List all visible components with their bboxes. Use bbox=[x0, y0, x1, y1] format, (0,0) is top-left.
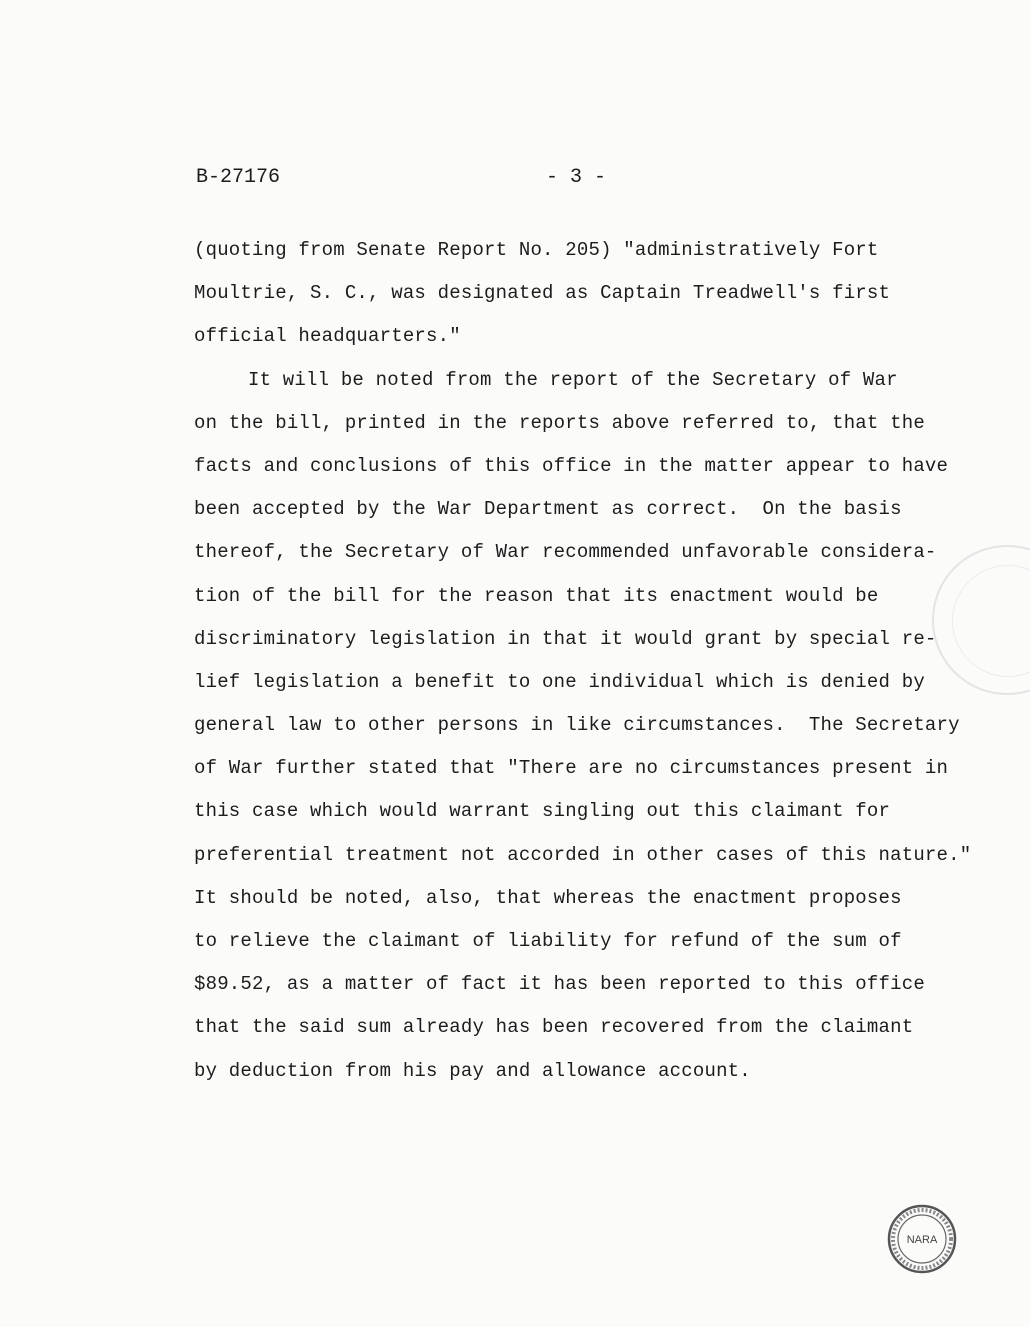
text-line: thereof, the Secretary of War recommended unfavorable considera- bbox=[194, 541, 937, 564]
page-number: - 3 - bbox=[546, 166, 607, 189]
text-line: been accepted by the War Department as correct. On the basis bbox=[194, 498, 902, 521]
text-line: official headquarters." bbox=[194, 325, 461, 348]
text-line: lief legislation a benefit to one individual which is denied by bbox=[194, 670, 925, 693]
text-line: of War further stated that "There are no circumstances present in bbox=[194, 757, 949, 780]
file-number: B-27176 bbox=[196, 166, 281, 189]
seal-label: NARA bbox=[906, 1234, 938, 1246]
library-stamp-icon bbox=[932, 545, 1030, 695]
archives-seal-icon bbox=[886, 1203, 958, 1275]
text-line: discriminatory legislation in that it would grant by special re- bbox=[194, 627, 937, 650]
text-line: (quoting from Senate Report No. 205) "administratively Fort bbox=[194, 239, 879, 261]
text-line: It should be noted, also, that whereas the enactment proposes bbox=[194, 886, 902, 909]
text-line: tion of the bill for the reason that its enactment would be bbox=[194, 584, 879, 607]
text-line: It will be noted from the report of the Secretary of War bbox=[248, 368, 898, 391]
text-line: general law to other persons in like circumstances. The Secretary bbox=[194, 714, 960, 737]
text-line: preferential treatment not accorded in other cases of this nature." bbox=[194, 843, 972, 866]
text-line: on the bill, printed in the reports above referred to, that the bbox=[194, 411, 925, 434]
text-line: by deduction from his pay and allowance account. bbox=[194, 1059, 751, 1082]
page-header bbox=[0, 166, 1030, 196]
letter-body bbox=[194, 229, 972, 1093]
text-line: $89.52, as a matter of fact it has been reported to this office bbox=[194, 973, 925, 996]
text-line: to relieve the claimant of liability for refund of the sum of bbox=[194, 930, 902, 952]
text-line: this case which would warrant singling out this claimant for bbox=[194, 800, 891, 823]
text-line: Moultrie, S. C., was designated as Captain Treadwell's first bbox=[194, 282, 891, 305]
text-line: facts and conclusions of this office in the matter appear to have bbox=[194, 454, 949, 477]
text-line: that the said sum already has been recovered from the claimant bbox=[194, 1016, 914, 1039]
